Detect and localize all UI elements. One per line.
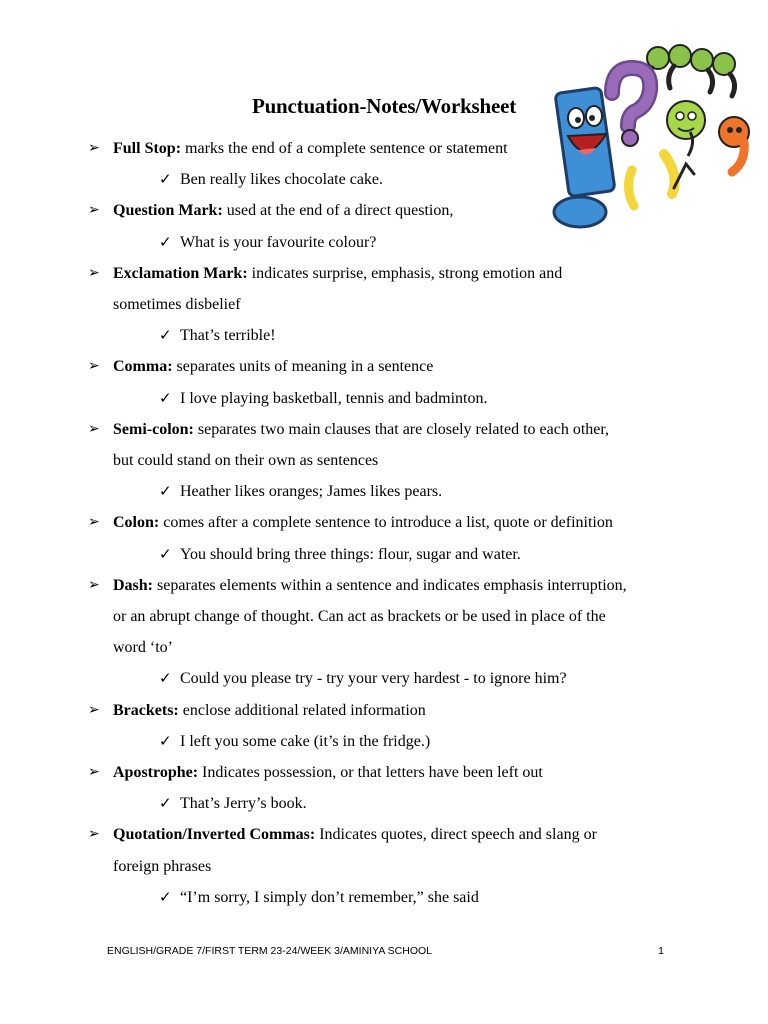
arrow-bullet-icon: ➢ (88, 140, 100, 156)
example-text: I left you some cake (it’s in the fridge.) (180, 732, 431, 750)
term-label: Apostrophe: (113, 764, 199, 782)
arrow-bullet-icon: ➢ (88, 358, 100, 375)
arrow-bullet-icon: ➢ (88, 202, 100, 219)
term-label: Colon: (113, 514, 160, 532)
example-text: That’s terrible! (180, 327, 276, 345)
term-label: Exclamation Mark: (113, 264, 248, 282)
definition-text: Indicates quotes, direct speech and slang or (315, 826, 597, 844)
example-text: That’s Jerry’s book. (180, 795, 307, 813)
definition-text: Indicates possession, or that letters have been left out (198, 764, 543, 782)
definition-text: used at the end of a direct question, (222, 202, 454, 220)
list-item (88, 695, 688, 757)
checkmark-icon: ✓ (159, 232, 172, 251)
term-label: Quotation/Inverted Commas: (113, 826, 316, 844)
checkmark-icon: ✓ (159, 731, 172, 750)
checkmark-icon: ✓ (159, 326, 172, 345)
page-title: Punctuation-Notes/Worksheet (251, 94, 517, 118)
example-text: Heather likes oranges; James likes pears. (180, 483, 443, 501)
checkmark-icon: ✓ (159, 669, 172, 688)
punctuation-list (88, 133, 688, 913)
definition-text: separates elements within a sentence and indicates emphasis interruption, (153, 576, 627, 594)
definition-text: enclose additional related information (178, 701, 426, 719)
checkmark-icon: ✓ (159, 887, 172, 906)
definition-continuation: but could stand on their own as sentences (113, 452, 379, 470)
arrow-bullet-icon: ➢ (88, 264, 100, 281)
term-label: Dash: (113, 576, 154, 594)
quote-marks-icon (647, 45, 735, 96)
term-label: Semi-colon: (113, 420, 194, 438)
definition-text: separates two main clauses that are closely related to each other, (193, 420, 610, 438)
list-item (88, 414, 688, 508)
list-item (88, 819, 688, 913)
term-label: Question Mark: (113, 202, 223, 220)
definition-continuation: foreign phrases (113, 857, 212, 875)
definition-text: marks the end of a complete sentence or statement (181, 140, 508, 157)
checkmark-icon: ✓ (159, 170, 172, 189)
example-text: You should bring three things: flour, sugar and water. (180, 545, 521, 563)
list-item (88, 351, 688, 413)
checkmark-icon: ✓ (159, 544, 172, 563)
list-item (88, 757, 688, 819)
arrow-bullet-icon: ➢ (88, 576, 100, 593)
page-number: 1 (658, 945, 664, 957)
arrow-bullet-icon: ➢ (88, 701, 100, 718)
list-item (88, 133, 688, 195)
comma-character-icon (719, 117, 749, 172)
arrow-bullet-icon: ➢ (88, 826, 100, 843)
definition-continuation: or an abrupt change of thought. Can act as brackets or be used in place of the (113, 608, 606, 626)
checkmark-icon: ✓ (159, 388, 172, 407)
term-label: Comma: (113, 358, 173, 376)
term-label: Brackets: (113, 701, 179, 719)
list-item (88, 195, 688, 257)
checkmark-icon: ✓ (159, 794, 172, 813)
definition-continuation: sometimes disbelief (113, 296, 241, 314)
arrow-bullet-icon: ➢ (88, 764, 100, 781)
definition-text: indicates surprise, emphasis, strong emotion and (247, 264, 563, 282)
definition-continuation: word ‘to’ (113, 639, 173, 657)
arrow-bullet-icon: ➢ (88, 420, 100, 437)
definition-text: comes after a complete sentence to introduce a list, quote or definition (159, 514, 613, 532)
term-label: Full Stop: (113, 140, 182, 157)
footer-text: ENGLISH/GRADE 7/FIRST TERM 23-24/WEEK 3/AMINIYA SCHOOL (107, 945, 433, 957)
definition-text: separates units of meaning in a sentence (172, 358, 434, 376)
checkmark-icon: ✓ (159, 482, 172, 501)
example-text: Could you please try - try your very hardest - to ignore him? (180, 670, 567, 688)
example-text: I love playing basketball, tennis and badminton. (180, 389, 488, 407)
arrow-bullet-icon: ➢ (88, 514, 100, 531)
example-text: What is your favourite colour? (180, 233, 377, 251)
page-footer (107, 945, 664, 957)
list-item (88, 570, 688, 695)
list-item (88, 258, 688, 352)
example-text: “I’m sorry, I simply don’t remember,” she said (180, 888, 479, 906)
example-text: Ben really likes chocolate cake. (180, 171, 384, 189)
list-item (88, 507, 688, 569)
